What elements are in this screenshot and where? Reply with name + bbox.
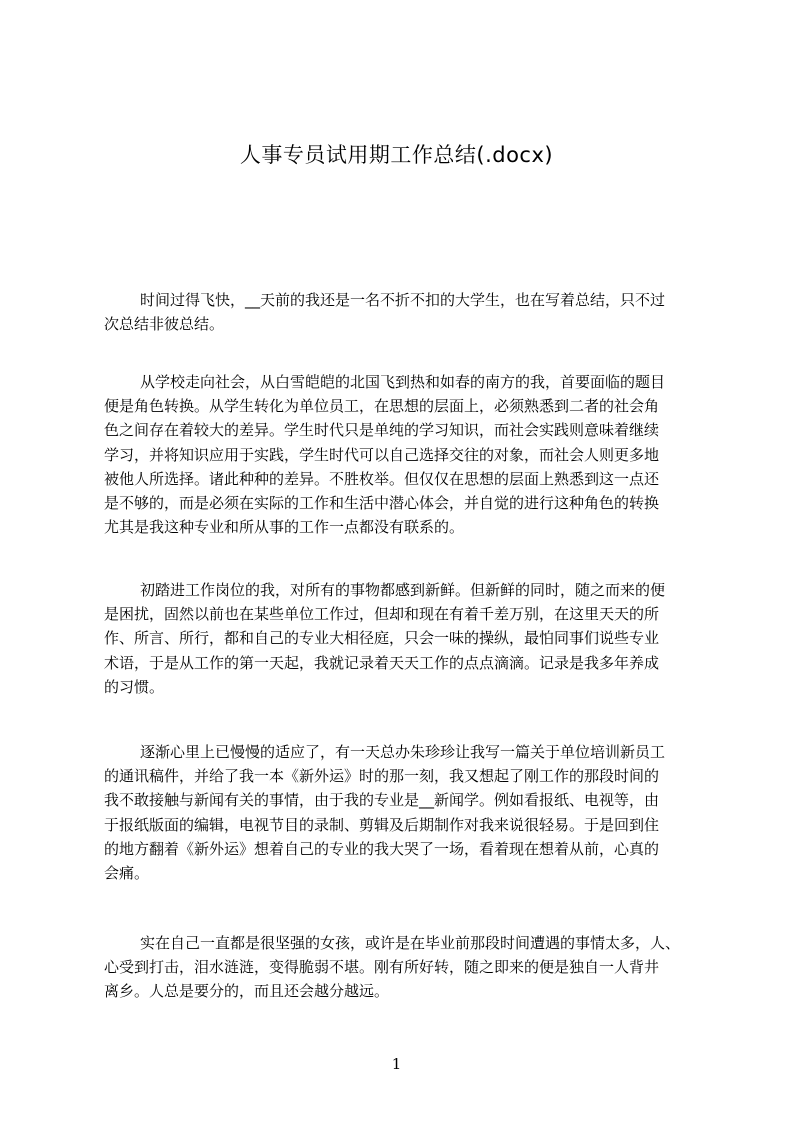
paragraph-line: 会痛。	[104, 863, 150, 882]
paragraph-1	[104, 288, 704, 336]
paragraph-line: 时间过得飞快，__天前的我还是一名不折不扣的大学生，也在写着总结，只不过	[140, 291, 666, 309]
paragraph-line: 是困扰，固然以前也在某些单位工作过，但却和现在有着千差万别，在这里天天的所	[104, 605, 660, 624]
paragraph-line: 学习，并将知识应用于实践，学生时代可以自己选择交往的对象，而社会人则更多地	[104, 445, 660, 464]
paragraph-line: 术语，于是从工作的第一天起，我就记录着天天工作的点点滴滴。记录是我多年养成	[104, 653, 660, 672]
paragraph-line: 离乡。人总是要分的，而且还会越分越远。	[104, 982, 390, 1001]
document-title: 人事专员试用期工作总结(.docx)	[239, 143, 554, 167]
paragraph-line: 便是角色转换。从学生转化为单位员工，在思想的层面上，必须熟悉到二者的社会角	[104, 397, 660, 416]
paragraph-line: 作、所言、所行，都和自己的专业大相径庭，只会一味的操纵，最怕同事们说些专业	[104, 629, 660, 648]
paragraph-line: 是不够的，而是必须在实际的工作和生活中潜心体会，并自觉的进行这种角色的转换	[104, 493, 660, 512]
paragraph-line: 实在自己一直都是很坚强的女孩，或许是在毕业前那段时间遭遇的事情太多，人、	[140, 934, 681, 952]
paragraph-line: 初踏进工作岗位的我，对所有的事物都感到新鲜。但新鲜的同时，随之而来的便	[140, 581, 666, 599]
paragraph-line: 逐渐心里上已慢慢的适应了，有一天总办朱珍珍让我写一篇关于单位培训新员工	[140, 743, 666, 761]
paragraph-2	[104, 370, 704, 539]
paragraph-line: 色之间存在着较大的差异。学生时代只是单纯的学习知识，而社会实践则意味着继续	[104, 421, 660, 440]
paragraph-line: 的习惯。	[104, 677, 165, 696]
paragraph-5	[104, 931, 704, 1004]
paragraph-line: 的通讯稿件，并给了我一本《新外运》时的那一刻，我又想起了刚工作的那段时间的	[104, 767, 660, 786]
paragraph-line: 心受到打击，泪水涟涟，变得脆弱不堪。刚有所好转，随之即来的便是独自一人背井	[104, 958, 660, 977]
paragraph-line: 尤其是我这种专业和所从事的工作一点都没有联系的。	[104, 518, 465, 537]
paragraph-line: 的地方翻着《新外运》想着自己的专业的我大哭了一场，看着现在想着从前，心真的	[104, 839, 660, 858]
paragraph-line: 于报纸版面的编辑，电视节目的录制、剪辑及后期制作对我来说很轻易。于是回到住	[104, 815, 660, 834]
paragraph-line: 被他人所选择。诸此种种的差异。不胜枚举。但仅仅在思想的层面上熟悉到这一点还	[104, 469, 660, 488]
paragraph-line: 次总结非彼总结。	[104, 315, 225, 334]
paragraph-3	[104, 578, 704, 699]
page-number: 1	[391, 1055, 402, 1073]
paragraph-line: 从学校走向社会，从白雪皑皑的北国飞到热和如春的南方的我，首要面临的题目	[140, 373, 666, 391]
paragraph-4	[104, 740, 704, 885]
paragraph-line: 我不敢接触与新闻有关的事情，由于我的专业是__新闻学。例如看报纸、电视等，由	[104, 791, 660, 810]
